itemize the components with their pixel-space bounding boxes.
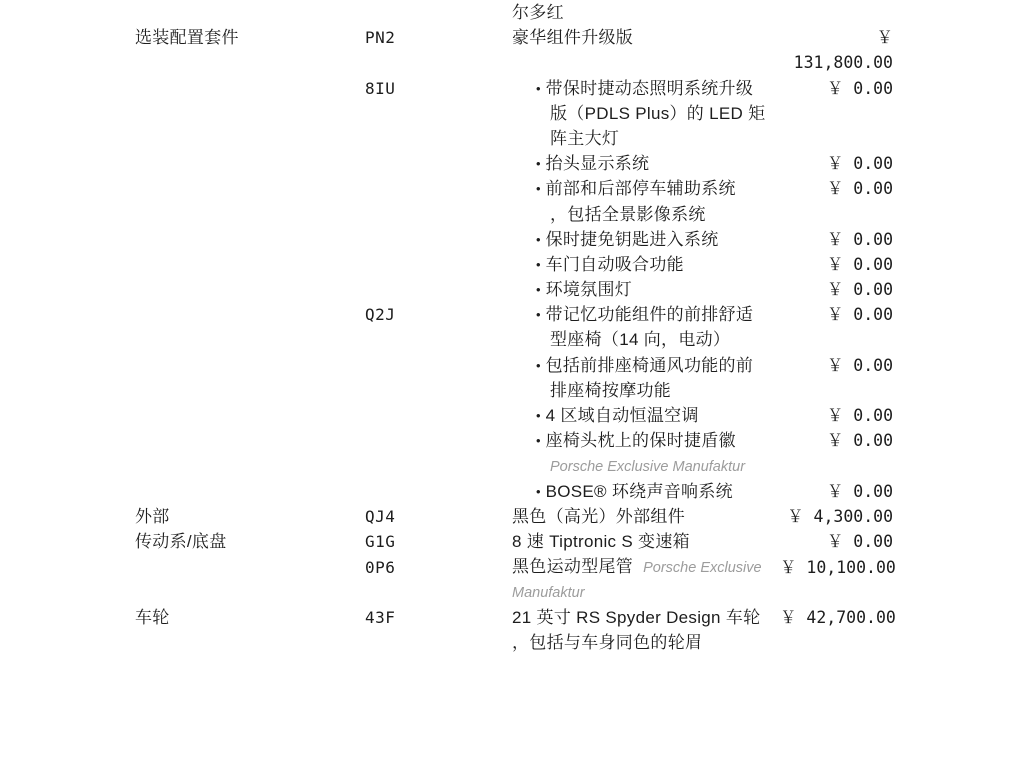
table-row bbox=[135, 453, 893, 478]
description-cell bbox=[512, 0, 780, 25]
description-cell bbox=[512, 378, 780, 403]
category-cell: 车轮 bbox=[135, 607, 170, 627]
description-cell bbox=[512, 403, 780, 428]
category-cell: 选装配置套件 bbox=[135, 28, 239, 48]
option-code-cell: 0P6 bbox=[365, 558, 396, 578]
table-row bbox=[135, 327, 893, 352]
option-code-cell: G1G bbox=[365, 531, 396, 551]
price-cell: ￥ 0.00 bbox=[826, 229, 893, 249]
exclusive-manufaktur-label: Manufaktur bbox=[512, 585, 585, 602]
description-cell bbox=[512, 126, 780, 151]
description-cell bbox=[512, 202, 780, 227]
bullet-icon: • bbox=[536, 156, 541, 172]
description-text: 环境氛围灯 bbox=[545, 280, 633, 300]
bullet-icon: • bbox=[536, 307, 541, 323]
price-cell: ￥ 0.00 bbox=[826, 305, 893, 325]
table-row bbox=[135, 479, 893, 504]
table-row bbox=[135, 378, 893, 403]
description-text: 型座椅（14 向，电动） bbox=[550, 330, 731, 350]
description-text: 4 区域自动恒温空调 bbox=[545, 406, 699, 425]
description-text: 带保时捷动态照明系统升级 bbox=[545, 78, 754, 98]
description-cell bbox=[512, 353, 780, 378]
description-text: 豪华组件升级版 bbox=[512, 28, 634, 48]
description-cell bbox=[512, 630, 780, 655]
table-row bbox=[135, 630, 893, 655]
bullet-icon: • bbox=[536, 408, 541, 423]
description-cell bbox=[512, 504, 780, 529]
description-cell bbox=[512, 605, 780, 630]
price-cell: ￥ bbox=[876, 28, 893, 48]
option-code-cell: PN2 bbox=[365, 28, 396, 48]
description-text: 座椅头枕上的保时捷盾徽 bbox=[545, 431, 736, 451]
bullet-icon: • bbox=[536, 282, 541, 298]
description-cell bbox=[512, 227, 780, 252]
bullet-icon: • bbox=[536, 80, 541, 96]
description-text: 带记忆功能组件的前排舒适 bbox=[545, 305, 754, 325]
description-text: ，包括与车身同色的轮眉 bbox=[512, 632, 703, 652]
description-cell bbox=[512, 529, 780, 554]
price-cell: ￥ 0.00 bbox=[826, 355, 893, 375]
table-row bbox=[135, 151, 893, 176]
description-text: 尔多红 bbox=[512, 3, 564, 22]
price-cell: ￥ 10,100.00 bbox=[780, 558, 896, 578]
option-code-cell: QJ4 bbox=[365, 506, 396, 526]
description-text: 车门自动吸合功能 bbox=[545, 254, 684, 274]
table-row bbox=[135, 227, 893, 252]
price-cell: ￥ 4,300.00 bbox=[787, 506, 893, 526]
table-row bbox=[135, 605, 896, 630]
description-cell bbox=[512, 277, 780, 302]
bullet-icon: • bbox=[536, 256, 541, 272]
table-row bbox=[135, 428, 893, 453]
price-cell: ￥ 0.00 bbox=[826, 280, 893, 300]
table-row bbox=[135, 579, 893, 604]
category-cell: 传动系/底盘 bbox=[135, 531, 227, 551]
table-row bbox=[135, 101, 893, 126]
price-cell: ￥ 0.00 bbox=[826, 78, 893, 98]
description-cell bbox=[512, 428, 780, 453]
description-cell bbox=[512, 579, 780, 606]
description-text: ，包括全景影像系统 bbox=[550, 204, 706, 224]
description-cell bbox=[512, 151, 780, 176]
bullet-icon: • bbox=[536, 357, 541, 373]
description-cell bbox=[512, 25, 780, 50]
table-row bbox=[135, 126, 893, 151]
bullet-icon: • bbox=[536, 231, 541, 247]
exclusive-manufaktur-label: Porsche Exclusive Manufaktur bbox=[550, 459, 746, 476]
description-text: 8 速 Tiptronic S 变速箱 bbox=[512, 531, 690, 551]
description-cell bbox=[512, 554, 780, 581]
table-row bbox=[135, 76, 893, 101]
table-row bbox=[135, 50, 893, 75]
table-row bbox=[135, 176, 893, 201]
table-row bbox=[135, 202, 893, 227]
description-cell bbox=[512, 76, 780, 101]
description-cell bbox=[512, 302, 780, 327]
category-cell: 外部 bbox=[135, 506, 170, 526]
description-text: 包括前排座椅通风功能的前 bbox=[545, 355, 754, 375]
price-cell: ￥ 0.00 bbox=[826, 154, 893, 174]
price-cell: ￥ 0.00 bbox=[826, 531, 893, 551]
table-row bbox=[135, 277, 893, 302]
price-cell: ￥ 0.00 bbox=[826, 481, 893, 501]
option-code-cell: Q2J bbox=[365, 305, 396, 325]
table-row bbox=[135, 0, 893, 25]
description-cell bbox=[512, 327, 780, 352]
description-text: BOSE® 环绕声音响系统 bbox=[545, 481, 733, 501]
table-row bbox=[135, 353, 893, 378]
option-code-cell: 8IU bbox=[365, 78, 396, 98]
bullet-icon: • bbox=[536, 433, 541, 449]
description-cell bbox=[512, 479, 780, 504]
description-text: 21 英寸 RS Spyder Design 车轮 bbox=[512, 607, 761, 627]
price-cell: 131,800.00 bbox=[793, 53, 893, 73]
description-text: 保时捷免钥匙进入系统 bbox=[545, 229, 719, 249]
description-text: 版（PDLS Plus）的 LED 矩 bbox=[550, 103, 766, 123]
table-row bbox=[135, 529, 893, 554]
table-row bbox=[135, 25, 893, 50]
price-cell: ￥ 0.00 bbox=[826, 254, 893, 274]
description-text: 抬头显示系统 bbox=[545, 154, 650, 174]
description-text: 阵主大灯 bbox=[550, 128, 620, 148]
price-cell: ￥ 0.00 bbox=[826, 179, 893, 199]
table-row bbox=[135, 504, 893, 529]
description-text: 前部和后部停车辅助系统 bbox=[545, 179, 736, 199]
exclusive-manufaktur-label: Porsche Exclusive bbox=[643, 560, 762, 577]
price-cell: ￥ 0.00 bbox=[826, 406, 893, 425]
description-cell bbox=[512, 101, 780, 126]
table-row bbox=[135, 252, 893, 277]
table-row bbox=[135, 403, 893, 428]
bullet-icon: • bbox=[536, 181, 541, 197]
bullet-icon: • bbox=[536, 483, 541, 499]
table-row bbox=[135, 302, 893, 327]
description-text: 黑色运动型尾管 bbox=[512, 557, 634, 577]
description-text: 黑色（高光）外部组件 bbox=[512, 506, 685, 526]
description-text: 排座椅按摩功能 bbox=[550, 380, 672, 400]
description-cell bbox=[512, 176, 780, 201]
description-cell bbox=[512, 453, 780, 480]
price-cell: ￥ 0.00 bbox=[826, 431, 893, 451]
option-code-cell: 43F bbox=[365, 607, 396, 627]
price-cell: ￥ 42,700.00 bbox=[780, 607, 896, 627]
table-row bbox=[135, 554, 896, 579]
description-cell bbox=[512, 252, 780, 277]
